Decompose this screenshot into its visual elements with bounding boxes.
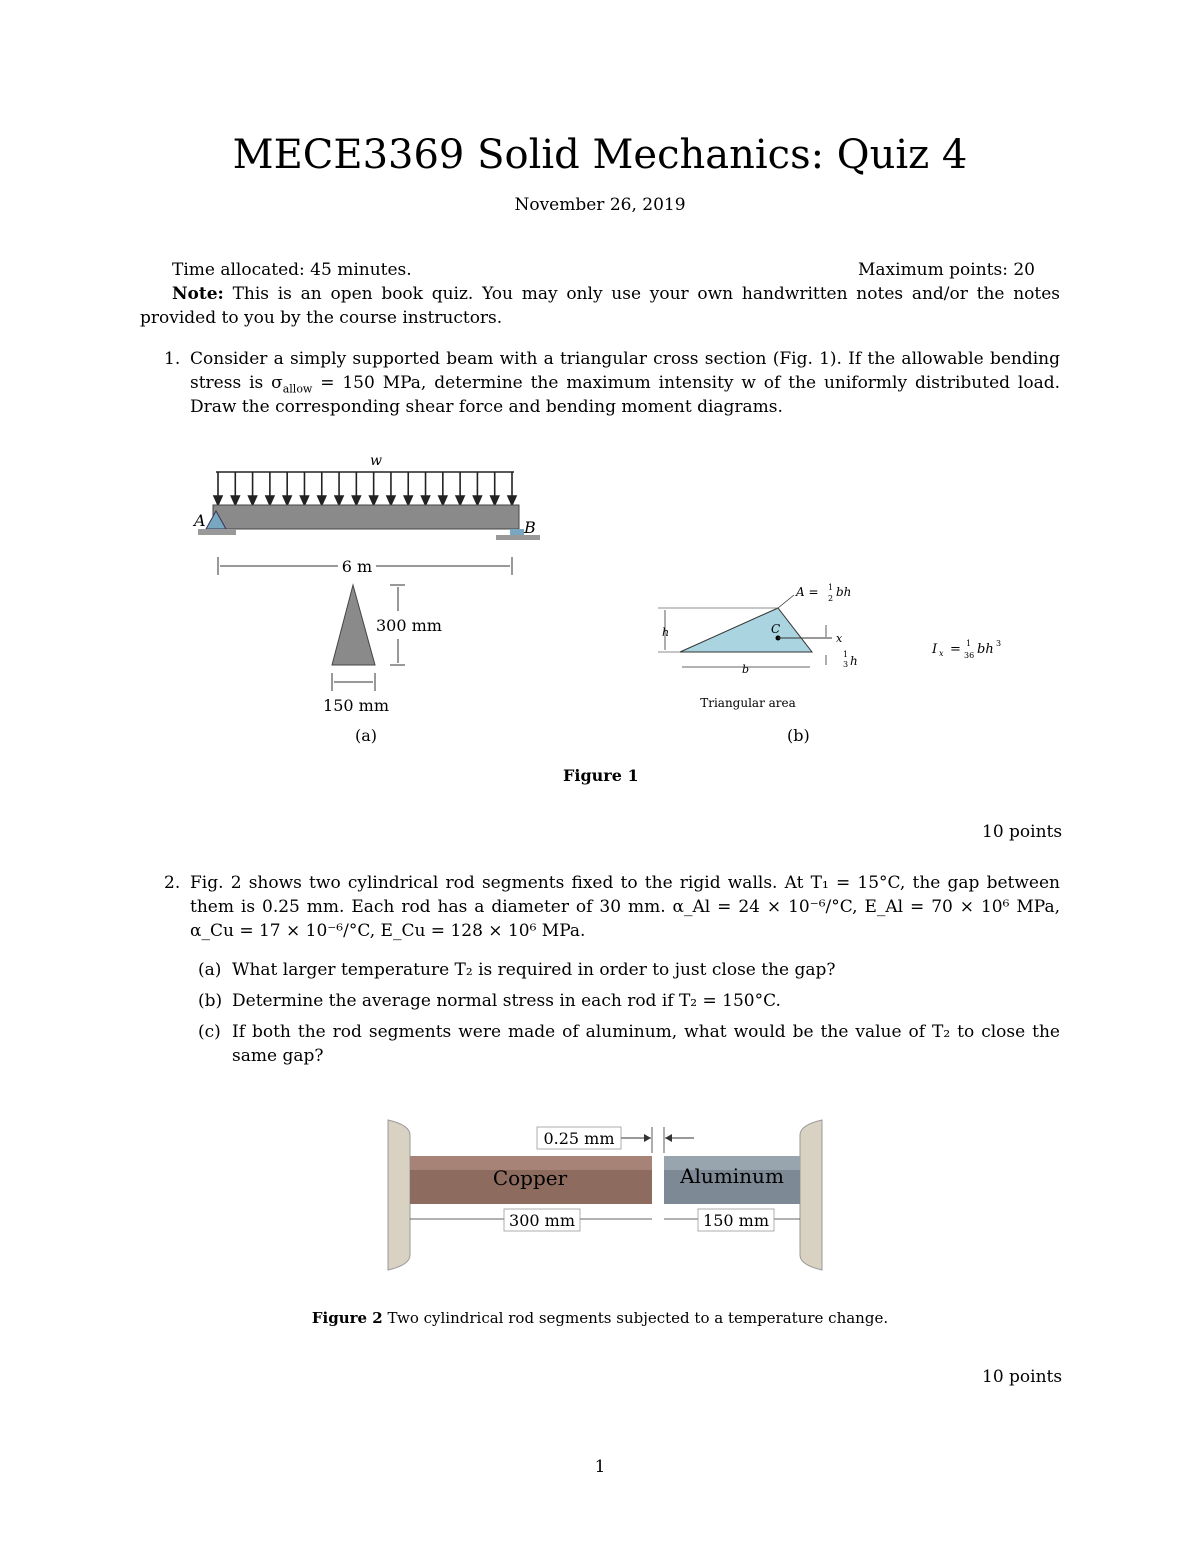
page-number: 1	[594, 1457, 606, 1477]
load-arrow-head	[439, 496, 447, 505]
centroid-label: C	[771, 622, 781, 636]
third-frac-num: 1	[843, 650, 849, 659]
ix-exp: 3	[996, 639, 1002, 648]
load-arrow-head	[214, 496, 222, 505]
area-frac-num: 1	[828, 583, 834, 592]
load-arrow-head	[352, 496, 360, 505]
triangular-area-label: Triangular area	[700, 696, 796, 710]
note-line-2: provided to you by the course instructors.	[140, 308, 503, 328]
load-arrow-head	[370, 496, 378, 505]
q2b-text: Determine the average normal stress in each rod if T₂ = 150°C.	[232, 991, 781, 1011]
beam-body	[213, 505, 519, 529]
q1-line-1: Consider a simply supported beam with a triangular cross section (Fig. 1). If the allowable bending	[190, 349, 1060, 369]
area-formula-rhs: bh	[836, 585, 852, 599]
third-h-label: h	[850, 654, 858, 668]
figure-2-caption-text: Two cylindrical rod segments subjected to a temperature change.	[387, 1309, 889, 1327]
triangle-area-shape	[680, 608, 812, 652]
h-label: h	[662, 626, 670, 639]
figure-2-caption	[0, 1306, 1200, 1330]
gap-arrowhead-right	[665, 1134, 672, 1142]
right-wall	[800, 1120, 822, 1270]
q2-line-3: α_Cu = 17 × 10⁻⁶/°C, E_Cu = 128 × 10⁶ MPa.	[190, 921, 586, 941]
b-label: b	[742, 663, 750, 676]
span-label: 6 m	[341, 557, 373, 576]
figure-1b-triangle	[650, 575, 1050, 720]
q2c-label: (c)	[198, 1022, 221, 1042]
area-leader	[778, 595, 794, 608]
figure-2-rods	[380, 1115, 830, 1275]
load-arrow-head	[300, 496, 308, 505]
q2c-text-1: If both the rod segments were made of aluminum, what would be the value of T₂ to close the	[232, 1022, 1060, 1042]
ix-lhs: I	[932, 642, 938, 657]
q1-number: 1.	[164, 349, 181, 369]
load-arrow-head	[231, 496, 239, 505]
q2-line-2: them is 0.25 mm. Each rod has a diameter of 30 mm. α_Al = 24 × 10⁻⁶/°C, E_Al = 70 × 10⁶ MPa,	[190, 897, 1060, 917]
q2-points: 10 points	[982, 1367, 1063, 1387]
q2b-label: (b)	[198, 991, 223, 1011]
q1-line-2-post: = 150 MPa, determine the maximum intensity w of the uniformly distributed load.	[312, 373, 1060, 393]
note-text-1: This is an open book quiz. You may only use your own handwritten notes and/or the notes	[232, 284, 1060, 304]
figure-1-caption: Figure 1	[563, 766, 639, 785]
left-wall	[388, 1120, 410, 1270]
load-arrow-head	[491, 496, 499, 505]
height-label: 300 mm	[376, 616, 442, 635]
q1-line-2-sub: allow	[282, 382, 313, 396]
load-arrow-head	[456, 496, 464, 505]
load-arrow-head	[508, 496, 516, 505]
q2a-label: (a)	[198, 960, 222, 980]
load-arrow-head	[318, 496, 326, 505]
figure-2-caption-label: Figure 2	[311, 1309, 383, 1327]
figure-1a-beam	[180, 445, 580, 745]
ix-sub: x	[939, 649, 944, 658]
area-frac-den: 2	[828, 594, 834, 603]
load-arrow-head	[404, 496, 412, 505]
x-axis-label: x	[836, 632, 843, 645]
aluminum-label: Aluminum	[680, 1164, 784, 1188]
page-title: MECE3369 Solid Mechanics: Quiz 4	[232, 132, 968, 178]
load-arrow-group	[214, 472, 516, 505]
q1-points: 10 points	[982, 822, 1063, 842]
load-arrow-head	[387, 496, 395, 505]
q1-line-2-pre: stress is σ	[190, 373, 283, 393]
q1-line-3: Draw the corresponding shear force and bending moment diagrams.	[190, 397, 783, 417]
roller-support-b-icon	[510, 529, 524, 535]
load-arrow-head	[266, 496, 274, 505]
support-b-label: B	[524, 518, 536, 537]
copper-label: Copper	[492, 1166, 568, 1190]
q2-number: 2.	[164, 873, 181, 893]
note-label: Note:	[172, 284, 224, 304]
q2-line-1: Fig. 2 shows two cylindrical rod segments fixed to the rigid walls. At T₁ = 15°C, the gap between	[190, 873, 1060, 893]
ix-eq: =	[950, 642, 961, 657]
load-arrow-head	[422, 496, 430, 505]
load-arrow-head	[249, 496, 257, 505]
aluminum-length-label: 150 mm	[703, 1211, 769, 1230]
quiz-date: November 26, 2019	[514, 195, 686, 215]
maximum-points: Maximum points: 20	[858, 260, 1035, 280]
load-arrow-head	[283, 496, 291, 505]
note-line-1	[172, 282, 1060, 306]
panel-a-label: (a)	[355, 726, 378, 745]
load-arrow-head	[335, 496, 343, 505]
q2a-text: What larger temperature T₂ is required in order to just close the gap?	[232, 960, 836, 980]
ix-rhs: bh	[977, 642, 994, 657]
base-label: 150 mm	[323, 696, 389, 715]
third-frac-den: 3	[843, 660, 849, 669]
ix-frac-num: 1	[966, 639, 972, 648]
ix-frac-den: 36	[964, 651, 975, 660]
copper-length-label: 300 mm	[509, 1211, 575, 1230]
gap-arrowhead-left	[644, 1134, 651, 1142]
load-label: w	[370, 453, 382, 469]
q2c-text-2: same gap?	[232, 1046, 324, 1066]
panel-b-label: (b)	[787, 726, 810, 745]
load-arrow-head	[473, 496, 481, 505]
triangle-section	[332, 585, 375, 665]
gap-label: 0.25 mm	[543, 1129, 615, 1148]
area-formula-lhs: A =	[796, 585, 819, 599]
support-a-label: A	[194, 511, 206, 530]
time-allocated: Time allocated: 45 minutes.	[172, 260, 412, 280]
